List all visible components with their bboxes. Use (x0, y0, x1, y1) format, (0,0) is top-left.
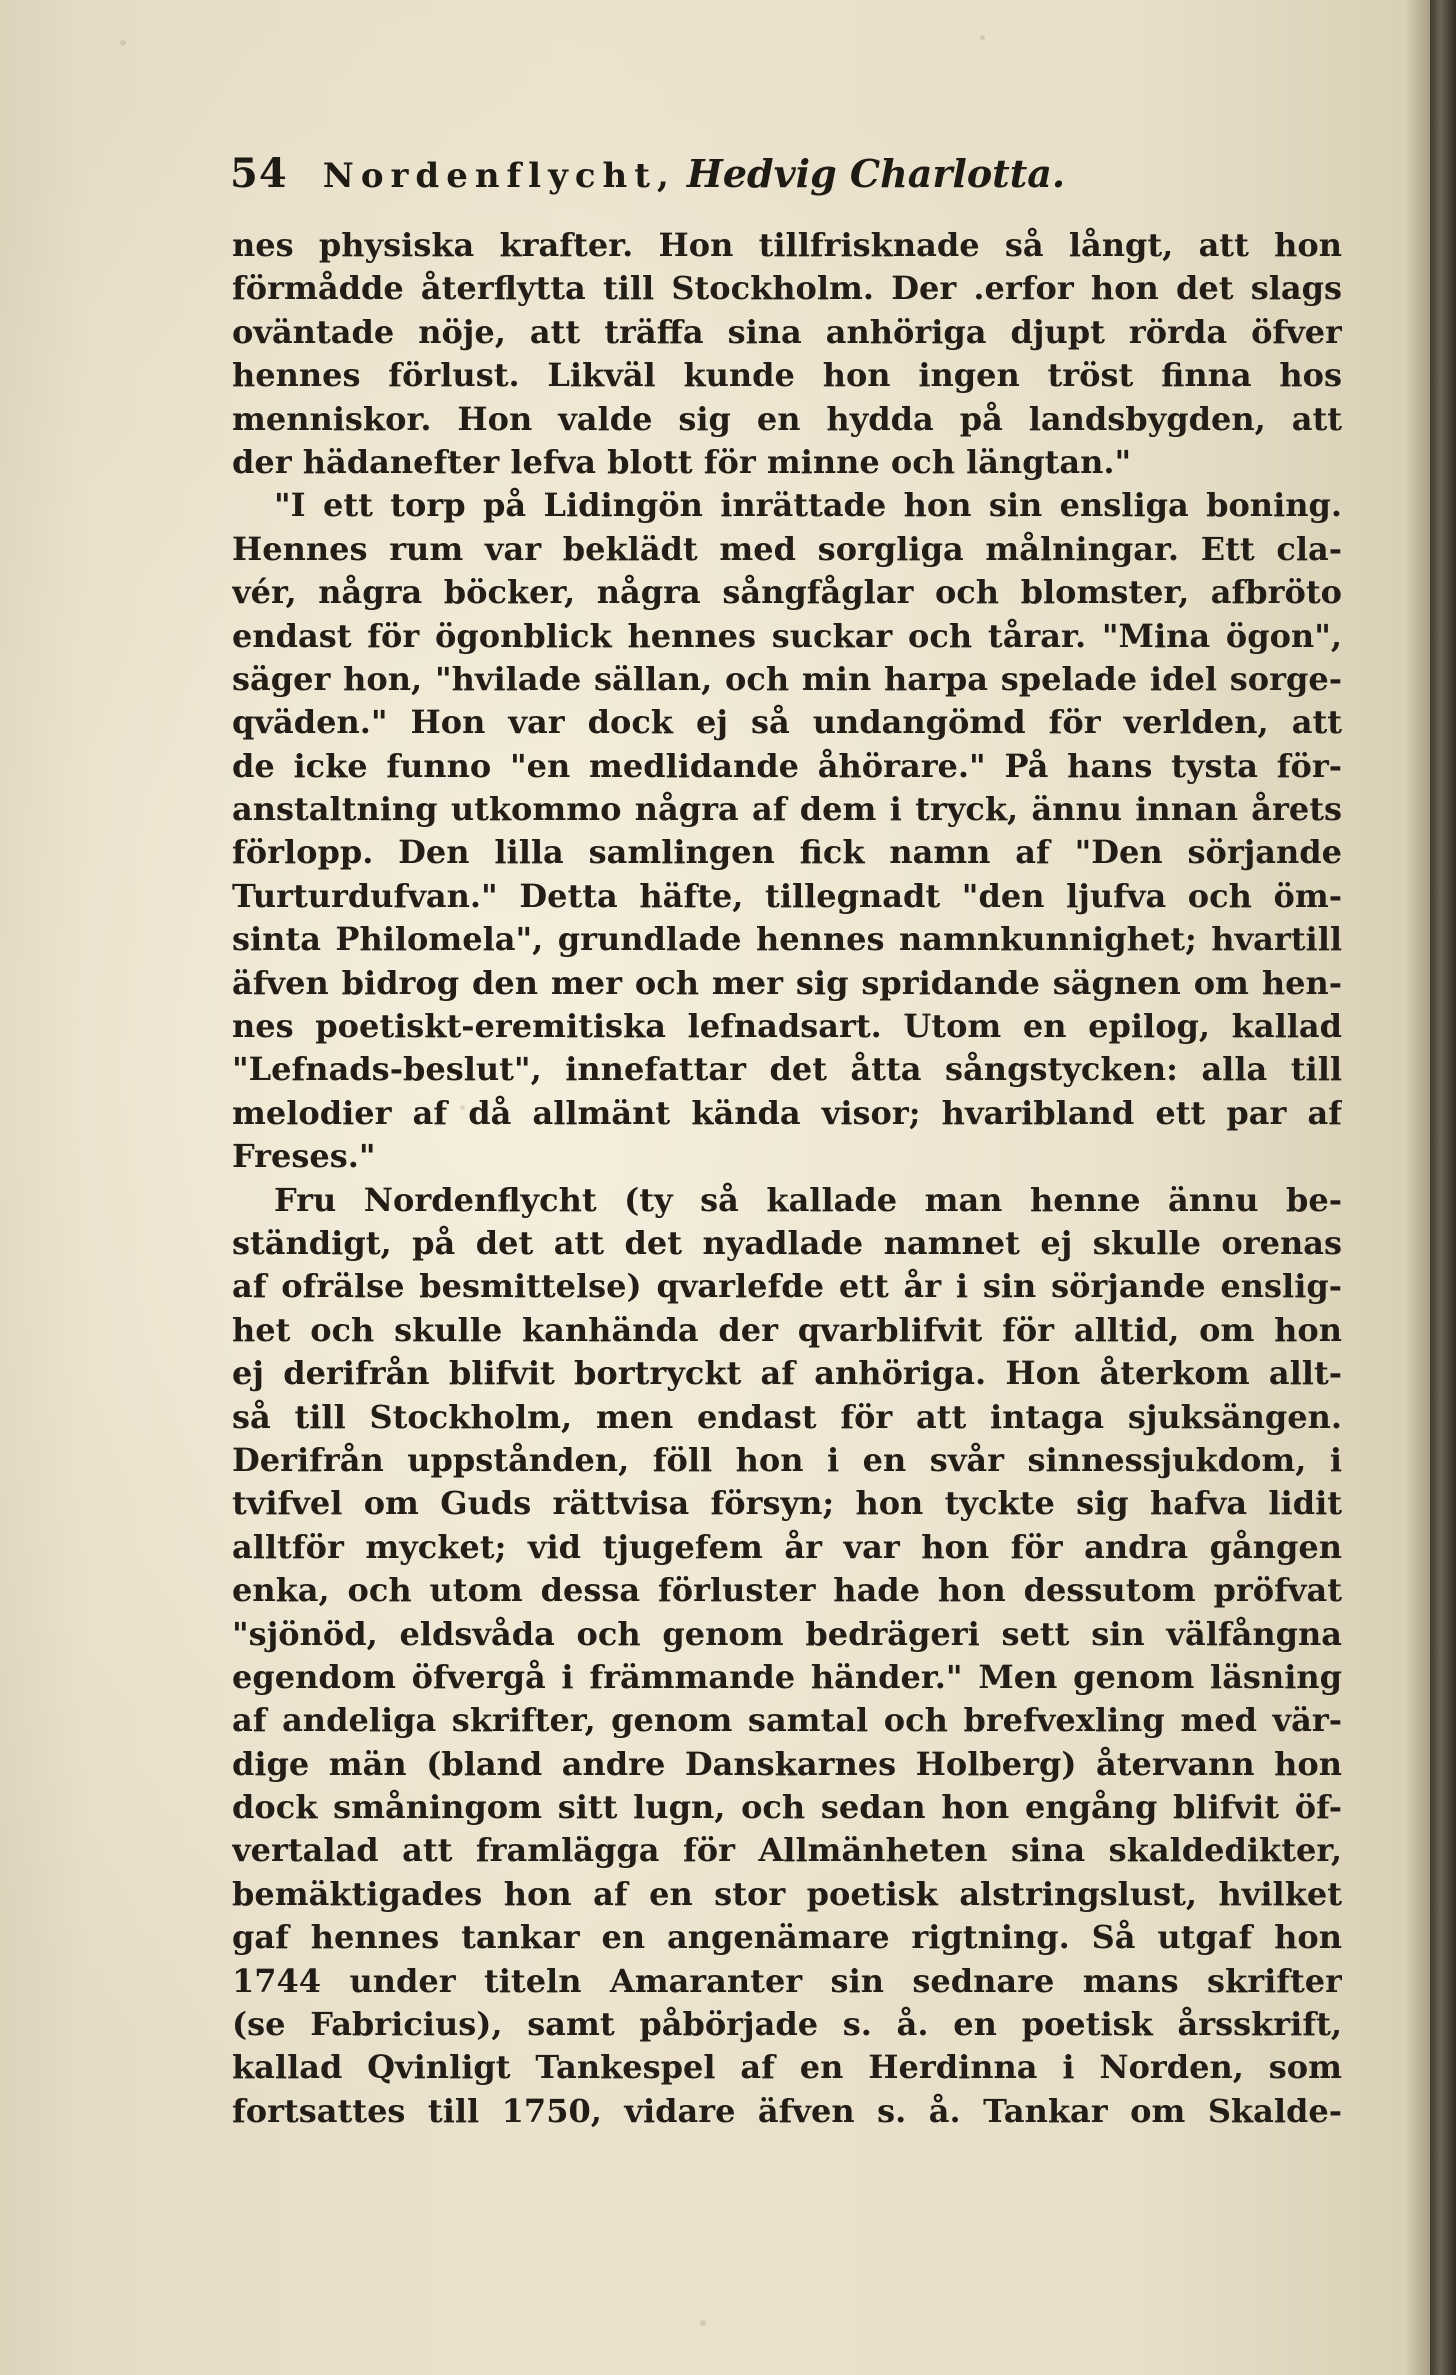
paper-speck (980, 35, 985, 40)
text-line: äfven bidrog den mer och mer sig spridande sägnen om hen- (232, 963, 1342, 1002)
text-line: "Lefnads-beslut", innefattar det åtta sångstycken: alla till (232, 1050, 1342, 1089)
page-number: 54 (230, 150, 288, 197)
text-line: enka, och utom dessa förluster hade hon dessutom pröfvat (232, 1571, 1342, 1610)
text-line: ständigt, på det att det nyadlade namnet ej skulle orenas (232, 1223, 1342, 1262)
page-edge-shadow (1405, 0, 1430, 2375)
text-line: fortsattes till 1750, vidare äfven s. å. Tankar om Skalde- (232, 2091, 1342, 2130)
text-line: nes physiska krafter. Hon tillfrisknade så långt, att hon (232, 226, 1342, 264)
text-line: 1744 under titeln Amaranter sin sednare mans skrifter (232, 1961, 1342, 2000)
running-header (230, 150, 1350, 200)
text-line: qväden." Hon var dock ej så undangömd för verlden, att (232, 703, 1342, 742)
text-line: förmådde återflytta till Stockholm. Der .erfor hon det slags (232, 269, 1342, 308)
text-line: gaf hennes tankar en angenämare rigtning. Så utgaf hon (232, 1918, 1342, 1957)
text-line: der hädanefter lefva blott för minne och längtan." (232, 442, 1132, 481)
text-line: bemäktigades hon af en stor poetisk alstringslust, hvilket (232, 1874, 1342, 1913)
text-line: "I ett torp på Lidingön inrättade hon sin ensliga boning. (274, 486, 1342, 525)
paper-speck (700, 2320, 706, 2326)
text-line: af ofrälse besmittelse) qvarlefde ett år i sin sörjande enslig- (232, 1267, 1342, 1306)
text-line: "sjönöd, eldsvåda och genom bedrägeri sett sin välfångna (232, 1614, 1342, 1653)
body-text (232, 224, 1342, 2133)
text-line: alltför mycket; vid tjugefem år var hon för andra gången (232, 1527, 1342, 1566)
text-line: Hennes rum var beklädt med sorgliga målningar. Ett cla- (232, 529, 1342, 568)
text-line: het och skulle kanhända der qvarblifvit för alltid, om hon (232, 1310, 1342, 1349)
text-line: menniskor. Hon valde sig en hydda på landsbygden, att (232, 399, 1342, 438)
text-line: kallad Qvinligt Tankespel af en Herdinna i Norden, som (232, 2048, 1342, 2087)
text-line: Derifrån uppstånden, föll hon i en svår sinnessjukdom, i (232, 1440, 1342, 1479)
text-line: ej derifrån blifvit bortryckt af anhöriga. Hon återkom allt- (232, 1354, 1342, 1393)
text-line: dige män (bland andre Danskarnes Holberg) återvann hon (232, 1744, 1342, 1783)
text-line: nes poetiskt-eremitiska lefnadsart. Utom en epilog, kallad (232, 1007, 1342, 1046)
text-line: anstaltning utkommo några af dem i tryck, ännu innan årets (232, 790, 1342, 829)
text-line: af andeliga skrifter, genom samtal och brefvexling med vär- (232, 1701, 1342, 1740)
text-line: hennes förlust. Likväl kunde hon ingen tröst finna hos (232, 356, 1342, 395)
paper-speck (120, 40, 126, 46)
text-line: förlopp. Den lilla samlingen fick namn af "Den sörjande (232, 833, 1342, 872)
text-line: så till Stockholm, men endast för att intaga sjuksängen. (232, 1397, 1342, 1436)
text-line: endast för ögonblick hennes suckar och tårar. "Mina ögon", (232, 616, 1342, 655)
text-line: Fru Nordenflycht (ty så kallade man henne ännu be- (274, 1180, 1342, 1219)
text-line: sinta Philomela", grundlade hennes namnkunnighet; hvartill (232, 920, 1342, 959)
text-line: vertalad att framlägga för Allmänheten sina skaldedikter, (232, 1831, 1342, 1870)
running-author: Nordenflycht, (322, 156, 676, 196)
text-line: säger hon, "hvilade sällan, och min harpa spelade idel sorge- (232, 659, 1342, 698)
book-binding-edge (1430, 0, 1456, 2375)
text-line: oväntade nöje, att träffa sina anhöriga djupt rörda öfver (232, 312, 1342, 351)
text-line: (se Fabricius), samt påbörjade s. å. en poetisk årsskrift, (232, 2005, 1342, 2044)
text-line: egendom öfvergå i främmande händer." Men genom läsning (232, 1657, 1342, 1696)
text-line: melodier af då allmänt kända visor; hvaribland ett par af (232, 1093, 1342, 1132)
text-line: vér, några böcker, några sångfåglar och blomster, afbröto (232, 573, 1342, 612)
text-line: Freses." (232, 1137, 376, 1176)
running-subject: Hedvig Charlotta. (686, 151, 1066, 196)
text-line: de icke funno "en medlidande åhörare." På hans tysta för- (232, 746, 1342, 785)
text-line: tvifvel om Guds rättvisa försyn; hon tyckte sig hafva lidit (232, 1484, 1342, 1523)
text-line: dock småningom sitt lugn, och sedan hon engång blifvit öf- (232, 1788, 1342, 1827)
text-line: Turturdufvan." Detta häfte, tillegnadt "den ljufva och öm- (232, 876, 1342, 915)
